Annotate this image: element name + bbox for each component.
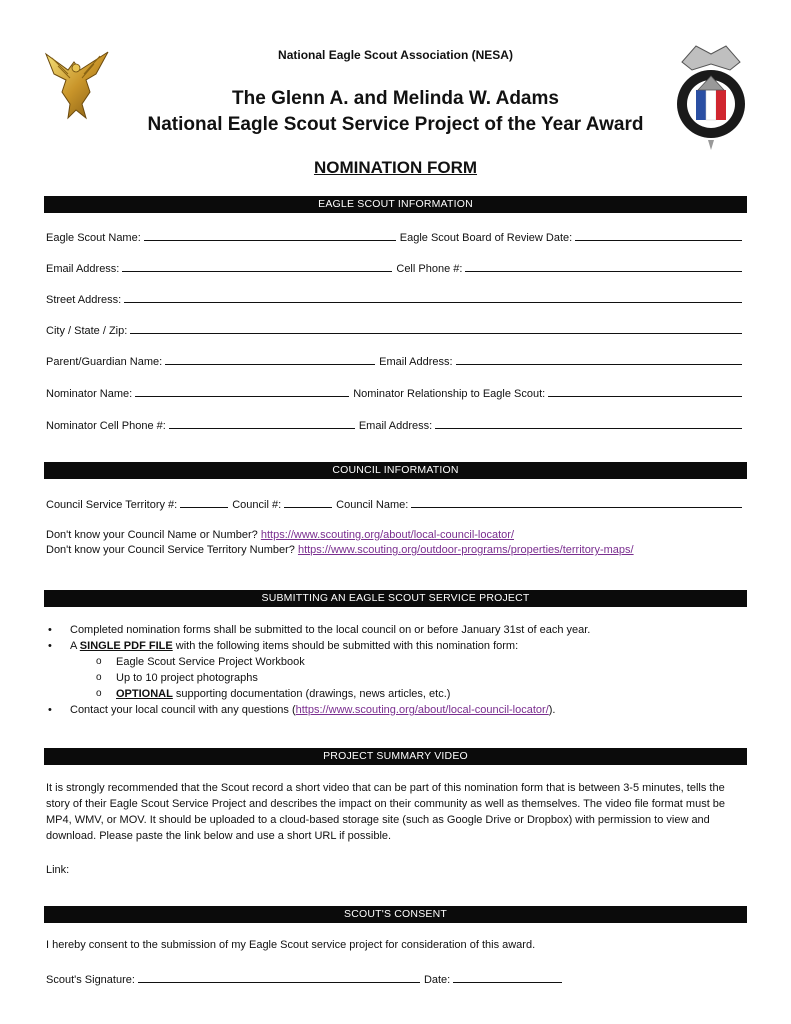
optional-emphasis: OPTIONAL [116, 688, 173, 700]
nominator-name-field[interactable] [135, 384, 349, 397]
section-council-information: COUNCIL INFORMATION [44, 462, 747, 479]
section-project-summary-video: PROJECT SUMMARY VIDEO [44, 748, 747, 765]
street-address-field[interactable] [124, 290, 742, 303]
council-help-name [46, 528, 514, 543]
council-name-label: Council Name: [336, 499, 409, 511]
row-council [46, 493, 746, 511]
cell-phone-label: Cell Phone #: [396, 263, 463, 275]
city-state-zip-field[interactable] [130, 321, 742, 334]
parent-email-label: Email Address: [379, 356, 453, 368]
award-title-line1: The Glenn A. and Melinda W. Adams [232, 88, 559, 109]
territory-maps-link[interactable]: https://www.scouting.org/outdoor-programs/properties/territory-maps/ [297, 544, 634, 556]
video-link-field[interactable] [69, 862, 746, 876]
bullet-deadline: • Completed nomination forms shall be submitted to the local council on or before January 31st of each year. [46, 622, 748, 638]
nominator-relationship-label: Nominator Relationship to Eagle Scout: [353, 388, 546, 400]
date-field[interactable] [453, 970, 562, 983]
bullet-contact-pre: Contact your local council with any questions ( [70, 704, 296, 716]
council-number-label: Council #: [232, 499, 282, 511]
award-title-line2: National Eagle Scout Service Project of the Year Award [147, 114, 644, 135]
parent-guardian-name-field[interactable] [165, 352, 375, 365]
row-email-cell [46, 257, 746, 275]
council-territory-field[interactable] [180, 495, 228, 508]
video-link-label: Link: [46, 864, 70, 876]
council-locator-link[interactable]: https://www.scouting.org/about/local-council-locator/ [260, 529, 514, 541]
contact-council-link[interactable]: https://www.scouting.org/about/local-council-locator/ [295, 704, 549, 716]
date-label: Date: [423, 974, 451, 986]
nominator-email-field[interactable] [435, 416, 742, 429]
nominator-relationship-field[interactable] [548, 384, 742, 397]
bullet-single-pdf [46, 638, 748, 654]
parent-email-field[interactable] [456, 352, 742, 365]
sub-bullet-optional-docs [46, 686, 748, 702]
bullet-single-pdf-post: with the following items should be submitted with this nomination form: [172, 640, 519, 652]
council-territory-label: Council Service Territory #: [46, 499, 178, 511]
cell-phone-field[interactable] [465, 259, 742, 272]
single-pdf-emphasis: SINGLE PDF FILE [79, 640, 173, 652]
row-eagle-name [46, 226, 746, 244]
eagle-scout-name-field[interactable] [144, 228, 396, 241]
award-title [0, 86, 791, 138]
consent-statement: I hereby consent to the submission of my Eagle Scout service project for consideration of this award. [46, 939, 536, 951]
sub-bullet-workbook: o Eagle Scout Service Project Workbook [46, 654, 748, 670]
council-help-territory-text: Don't know your Council Service Territory Number? [46, 544, 295, 556]
signature-label: Scout's Signature: [46, 974, 135, 986]
city-state-zip-label: City / State / Zip: [46, 325, 128, 337]
board-of-review-date-field[interactable] [575, 228, 742, 241]
row-city [46, 319, 746, 337]
signature-field[interactable] [138, 970, 420, 983]
sub-bullet-photographs: o Up to 10 project photographs [46, 670, 748, 686]
council-help-name-text: Don't know your Council Name or Number? [46, 529, 258, 541]
row-signature [46, 968, 566, 986]
row-parent [46, 350, 746, 368]
section-eagle-scout-information: EAGLE SCOUT INFORMATION [44, 196, 747, 213]
bullet-contact-post: ). [548, 704, 556, 716]
council-help-territory [46, 543, 634, 558]
form-title: NOMINATION FORM [313, 158, 478, 177]
row-nominator [46, 382, 746, 400]
submission-instructions [46, 622, 748, 718]
bullet-single-pdf-pre: A [70, 640, 80, 652]
eagle-scout-name-label: Eagle Scout Name: [46, 232, 141, 244]
council-number-field[interactable] [284, 495, 332, 508]
bullet-contact-council [46, 702, 748, 718]
board-of-review-date-label: Eagle Scout Board of Review Date: [399, 232, 573, 244]
parent-guardian-name-label: Parent/Guardian Name: [46, 356, 163, 368]
video-instructions: It is strongly recommended that the Scout record a short video that can be part of this nomination form that is between 3-5 minutes, tells the story of their Eagle Scout Service Project and describes the impact on their community as well as themselves. The video file format must be MP4, WMV, or MOV. It should be uploaded to a cloud-based storage site (such as Google Drive or Dropbox) with permission to view and download. Please paste the link below and use a short URL if possible. [46, 782, 726, 842]
street-address-label: Street Address: [46, 294, 122, 306]
organization-name: National Eagle Scout Association (NESA) [278, 48, 513, 62]
council-name-field[interactable] [411, 495, 742, 508]
nominator-cell-label: Nominator Cell Phone #: [46, 420, 166, 432]
section-submitting-project: SUBMITTING AN EAGLE SCOUT SERVICE PROJECT [44, 590, 747, 607]
row-nominator-contact [46, 414, 746, 432]
nominator-name-label: Nominator Name: [46, 388, 133, 400]
email-field[interactable] [122, 259, 392, 272]
section-scouts-consent: SCOUT'S CONSENT [44, 906, 747, 923]
nominator-email-label: Email Address: [358, 420, 433, 432]
nominator-cell-field[interactable] [169, 416, 355, 429]
row-video-link [46, 858, 746, 876]
row-street [46, 288, 746, 306]
email-label: Email Address: [46, 263, 120, 275]
sub-bullet-optional-text: supporting documentation (drawings, news articles, etc.) [172, 688, 451, 700]
